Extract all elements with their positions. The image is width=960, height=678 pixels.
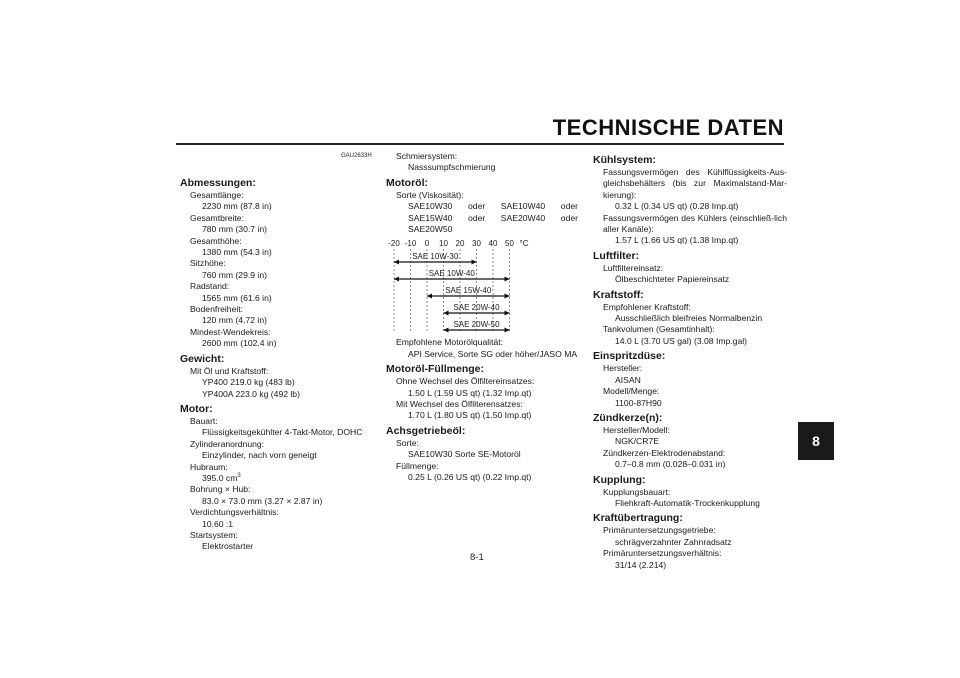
spec-value-superscript: 3 bbox=[237, 473, 241, 480]
spec-value: 2600 mm (102.4 in) bbox=[202, 338, 277, 349]
temperature-label: 40 bbox=[488, 239, 498, 249]
spec-label: Mindest-Wendekreis: bbox=[190, 326, 271, 337]
band-arrow-left bbox=[444, 328, 449, 333]
spec-label: Gesamthöhe: bbox=[190, 235, 242, 246]
spec-label: Sitzhöhe: bbox=[190, 258, 226, 269]
temperature-label: 30 bbox=[472, 239, 481, 249]
spec-label: Sorte (Viskosität): bbox=[396, 189, 464, 200]
spec-value: 0.32 L (0.34 US qt) (0.28 Imp.qt) bbox=[615, 201, 739, 212]
band-arrow-left bbox=[394, 260, 399, 265]
viscosity-label: SAE 20W-40 bbox=[453, 303, 500, 313]
spec-column-2 bbox=[386, 151, 578, 484]
spec-label: Sorte: bbox=[396, 437, 419, 448]
temperature-label: -10 bbox=[404, 239, 417, 249]
temperature-label: 0 bbox=[424, 239, 430, 249]
spec-value: Fliehkraft-Automatik-Trockenkupplung bbox=[615, 497, 760, 508]
spec-label: Fassungsvermögen des Kühlflüssigkeits-Aus-gleichsbehälters (bis zur Maximalstand-Mar-kierung): bbox=[603, 167, 787, 200]
spec-label: Ohne Wechsel des Ölfiltereinsatzes: bbox=[396, 376, 535, 387]
spec-value: 760 mm (29.9 in) bbox=[202, 269, 267, 280]
spec-value: 31/14 (2.214) bbox=[615, 559, 667, 570]
section-heading: Zündkerze(n): bbox=[593, 411, 663, 424]
section-heading: Kraftübertragung: bbox=[593, 512, 683, 525]
spec-label: Gesamtlänge: bbox=[190, 190, 244, 200]
section-heading: Motoröl-Füllmenge: bbox=[386, 363, 484, 376]
spec-label: Modell/Menge: bbox=[603, 386, 660, 397]
spec-label: Hubraum: bbox=[190, 461, 228, 472]
spec-value: YP400 219.0 kg (483 lb) bbox=[202, 377, 295, 388]
spec-label: Bauart: bbox=[190, 415, 218, 426]
spec-label: Tankvolumen (Gesamtinhalt): bbox=[603, 324, 715, 335]
spec-label: Kupplungsbauart: bbox=[603, 486, 671, 497]
spec-value: Einzylinder, nach vorn geneigt bbox=[202, 450, 317, 461]
spec-value: YP400A 223.0 kg (492 lb) bbox=[202, 388, 300, 399]
spec-value: 1565 mm (61.6 in) bbox=[202, 292, 272, 303]
spec-label: Primäruntersetzungsverhältnis: bbox=[603, 548, 722, 559]
spec-label: Zündkerzen-Elektrodenabstand: bbox=[603, 447, 726, 458]
section-heading: Achsgetriebeöl: bbox=[386, 424, 466, 437]
spec-value: 120 mm (4.72 in) bbox=[202, 315, 267, 326]
temperature-label: 10 bbox=[439, 239, 448, 249]
spec-label: Primäruntersetzungsgetriebe: bbox=[603, 525, 716, 536]
spec-value: Ölbeschichteter Papiereinsatz bbox=[615, 274, 730, 285]
section-heading: Motoröl: bbox=[386, 176, 428, 189]
band-arrow-right bbox=[505, 328, 510, 333]
spec-column-1 bbox=[180, 174, 378, 553]
temperature-label: 50 bbox=[505, 239, 514, 249]
band-arrow-right bbox=[472, 260, 477, 265]
band-arrow-left bbox=[427, 294, 432, 299]
spec-value: NGK/CR7E bbox=[615, 436, 659, 447]
spec-value: 1.70 L (1.80 US qt) (1.50 Imp.qt) bbox=[408, 410, 532, 421]
document-code: GAU2633H bbox=[341, 153, 372, 159]
page-number: 8-1 bbox=[470, 552, 484, 563]
band-arrow-right bbox=[505, 277, 510, 282]
spec-value: 0.25 L (0.26 US qt) (0.22 Imp.qt) bbox=[408, 472, 532, 483]
band-arrow-right bbox=[505, 311, 510, 316]
chapter-tab: 8 bbox=[798, 422, 834, 460]
spec-value: 1.50 L (1.59 US qt) (1.32 Imp.qt) bbox=[408, 387, 532, 398]
spec-label: Hersteller/Modell: bbox=[603, 424, 670, 435]
spec-value: 2230 mm (87.8 in) bbox=[202, 201, 272, 212]
spec-value: 1.57 L (1.66 US qt) (1.38 Imp.qt) bbox=[615, 235, 739, 246]
spec-column-3 bbox=[593, 151, 787, 571]
spec-label: Mit Öl und Kraftstoff: bbox=[190, 365, 269, 376]
section-heading: Motor: bbox=[180, 402, 213, 415]
spec-label: Schmiersystem: bbox=[396, 151, 458, 161]
viscosity-label: SAE 10W-30 bbox=[412, 252, 459, 262]
spec-label: Bohrung × Hub: bbox=[190, 484, 251, 495]
section-heading: Kupplung: bbox=[593, 473, 646, 486]
spec-value: schrägverzahnter Zahnradsatz bbox=[615, 536, 732, 547]
spec-label: Gesamtbreite: bbox=[190, 212, 244, 223]
spec-label: Zylinderanordnung: bbox=[190, 438, 265, 449]
band-arrow-left bbox=[394, 277, 399, 282]
band-arrow-right bbox=[505, 294, 510, 299]
spec-value: 10.60 :1 bbox=[202, 518, 234, 529]
section-heading: Kühlsystem: bbox=[593, 154, 657, 166]
spec-label: Hersteller: bbox=[603, 363, 643, 374]
spec-value: AISAN bbox=[615, 374, 641, 385]
spec-value: 780 mm (30.7 in) bbox=[202, 224, 267, 235]
spec-value: 0.7–0.8 mm (0.028–0.031 in) bbox=[615, 459, 726, 470]
spec-label: Fassungsvermögen des Kühlers (einschließ-lich aller Kanäle): bbox=[603, 212, 787, 235]
oil-viscosity-chart bbox=[386, 237, 546, 335]
spec-label: Füllmenge: bbox=[396, 460, 439, 471]
section-heading: Kraftstoff: bbox=[593, 288, 644, 301]
spec-label: Mit Wechsel des Ölfilterensatzes: bbox=[396, 399, 523, 410]
spec-value-text: 395.0 cm bbox=[202, 472, 238, 483]
spec-label: Luftfiltereinsatz: bbox=[603, 262, 664, 273]
spec-value: 1100-87H90 bbox=[615, 397, 662, 408]
spec-label: Startsystem: bbox=[190, 529, 238, 540]
spec-label: Empfohlener Kraftstoff: bbox=[603, 301, 691, 312]
temperature-unit: °C bbox=[519, 239, 529, 249]
spec-value: Ausschließlich bleifreies Normalbenzin bbox=[615, 313, 763, 324]
spec-value: 1380 mm (54.3 in) bbox=[202, 247, 272, 258]
viscosity-label: SAE 15W-40 bbox=[445, 286, 492, 296]
temperature-label: 20 bbox=[455, 239, 465, 249]
spec-value: 14.0 L (3.70 US gal) (3.08 Imp.gal) bbox=[615, 335, 747, 346]
page-title: TECHNISCHE DATEN bbox=[552, 115, 784, 140]
spec-label: Radstand: bbox=[190, 281, 230, 292]
spec-value: SAE10W30 Sorte SE-Motoröl bbox=[408, 449, 521, 460]
spec-value: Nasssumpfschmierung bbox=[408, 162, 496, 173]
section-heading: Einspritzdüse: bbox=[593, 350, 666, 363]
spec-value: API Service, Sorte SG oder höher/JASO MA bbox=[408, 348, 578, 359]
temperature-label: -20 bbox=[388, 239, 400, 249]
spec-value: 83.0 × 73.0 mm (3.27 × 2.87 in) bbox=[202, 495, 323, 506]
spec-label: Verdichtungsverhältnis: bbox=[190, 507, 279, 518]
spec-value: Flüssigkeitsgekühlter 4-Takt-Motor, DOHC bbox=[202, 427, 363, 438]
section-heading: Luftfilter: bbox=[593, 249, 640, 262]
viscosity-label: SAE 20W-50 bbox=[453, 320, 500, 330]
spec-label: Bodenfreiheit: bbox=[190, 304, 244, 315]
band-arrow-left bbox=[444, 311, 449, 316]
title-rule bbox=[176, 143, 784, 145]
section-heading: Abmessungen: bbox=[180, 177, 256, 189]
spec-value: Elektrostarter bbox=[202, 541, 254, 552]
spec-value bbox=[180, 473, 378, 484]
spec-label: Empfohlene Motorölqualität: bbox=[396, 337, 504, 348]
viscosity-label: SAE 10W-40 bbox=[428, 269, 475, 279]
section-heading: Gewicht: bbox=[180, 352, 225, 365]
spec-value: SAE10W30 oder SAE10W40 oder SAE15W40 oder SAE20W40 oder SAE20W50 bbox=[408, 201, 578, 235]
